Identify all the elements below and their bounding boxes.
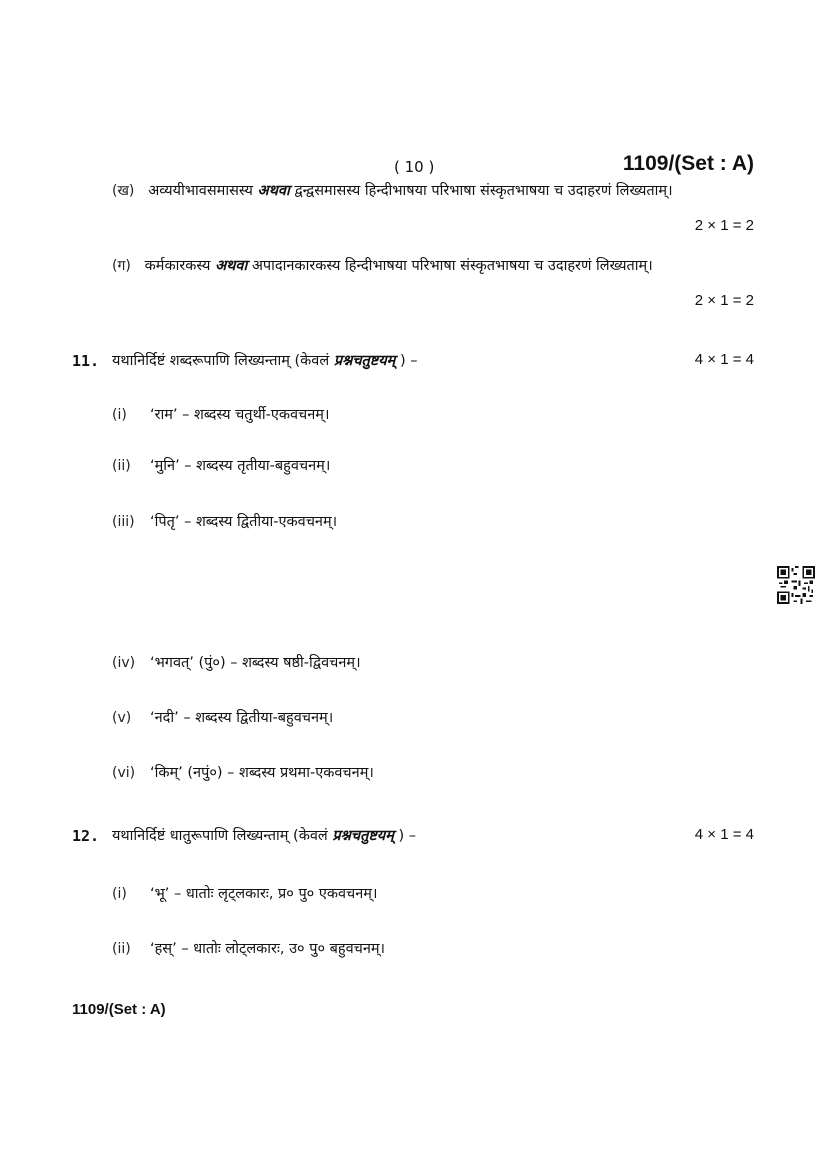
- q11-item-text: ‘राम’ – शब्दस्य चतुर्थी-एकवचनम्।: [150, 407, 330, 423]
- part-kha: [112, 180, 673, 200]
- q11-item-label: (v): [112, 710, 132, 726]
- q12-item-text: ‘भू’ – धातोः लृट्लकारः, प्र० पु० एकवचनम्।: [150, 886, 378, 902]
- q11-item-text: ‘मुनि’ – शब्दस्य तृतीया-बहुवचनम्।: [150, 458, 331, 474]
- q11-item: [112, 404, 329, 424]
- q11-item: [112, 652, 361, 672]
- q12-text-after: ) –: [398, 828, 417, 844]
- q12-item: [112, 938, 385, 958]
- q11-item-label: (iv): [112, 655, 136, 671]
- part-kha-marks: 2 × 1 = 2: [694, 217, 754, 234]
- q11-item-text: ‘नदी’ – शब्दस्य द्वितीया-बहुवचनम्।: [150, 710, 334, 726]
- q12-stem: [112, 825, 416, 845]
- part-ga-marks: 2 × 1 = 2: [694, 292, 754, 309]
- q12-item: [112, 883, 377, 903]
- part-kha-label: (ख): [112, 183, 135, 199]
- q11-stem: [112, 350, 417, 370]
- q12-item-label: (ii): [112, 941, 131, 957]
- part-ga: [112, 255, 653, 275]
- part-ga-text-before: कर्मकारकस्य: [144, 258, 211, 274]
- q12-marks: 4 × 1 = 4: [694, 826, 754, 843]
- q12-number: 12.: [72, 827, 100, 845]
- paper-code-footer: 1109/(Set : A): [72, 1001, 166, 1018]
- q11-number: 11.: [72, 352, 100, 370]
- part-ga-label: (ग): [112, 258, 131, 274]
- q11-item-label: (iii): [112, 514, 135, 530]
- page-number: ( 10 ): [394, 158, 435, 176]
- q11-item-text: ‘किम्’ (नपुं०) – शब्दस्य प्रथमा-एकवचनम्।: [150, 765, 374, 781]
- part-kha-text-after: द्वन्द्वसमासस्य हिन्दीभाषया परिभाषा संस्कृतभाषया च उदाहरणं लिख्यताम्।: [294, 183, 673, 199]
- q11-item-text: ‘पितृ’ – शब्दस्य द्वितीया-एकवचनम्।: [150, 514, 338, 530]
- q11-item: [112, 707, 333, 727]
- q11-marks: 4 × 1 = 4: [694, 351, 754, 368]
- q11-item-text: ‘भगवत्’ (पुं०) – शब्दस्य षष्ठी-द्विवचनम्।: [150, 655, 361, 671]
- q11-text-before: यथानिर्दिष्टं शब्दरूपाणि लिख्यन्ताम् (केवलं: [112, 353, 330, 369]
- q11-item-label: (ii): [112, 458, 131, 474]
- q11-item: [112, 511, 337, 531]
- part-kha-keyword: अथवा: [257, 183, 290, 199]
- q11-keyword: प्रश्नचतुष्टयम्: [333, 353, 396, 369]
- part-kha-text-before: अव्ययीभावसमासस्य: [148, 183, 253, 199]
- q12-item-label: (i): [112, 886, 127, 902]
- paper-code-header: 1109/(Set : A): [622, 152, 754, 175]
- q12-text-before: यथानिर्दिष्टं धातुरूपाणि लिख्यन्ताम् (केवलं: [112, 828, 328, 844]
- q11-item-label: (vi): [112, 765, 136, 781]
- q11-item-label: (i): [112, 407, 127, 423]
- q12-keyword: प्रश्नचतुष्टयम्: [332, 828, 394, 844]
- part-ga-text-after: अपादानकारकस्य हिन्दीभाषया परिभाषा संस्कृतभाषया च उदाहरणं लिख्यताम्।: [251, 258, 653, 274]
- q11-text-after: ) –: [399, 353, 418, 369]
- qr-code: [777, 566, 815, 604]
- q12-item-text: ‘हस्’ – धातोः लोट्लकारः, उ० पु० बहुवचनम्।: [150, 941, 386, 957]
- q11-item: [112, 762, 374, 782]
- part-ga-keyword: अथवा: [215, 258, 248, 274]
- q11-item: [112, 455, 330, 475]
